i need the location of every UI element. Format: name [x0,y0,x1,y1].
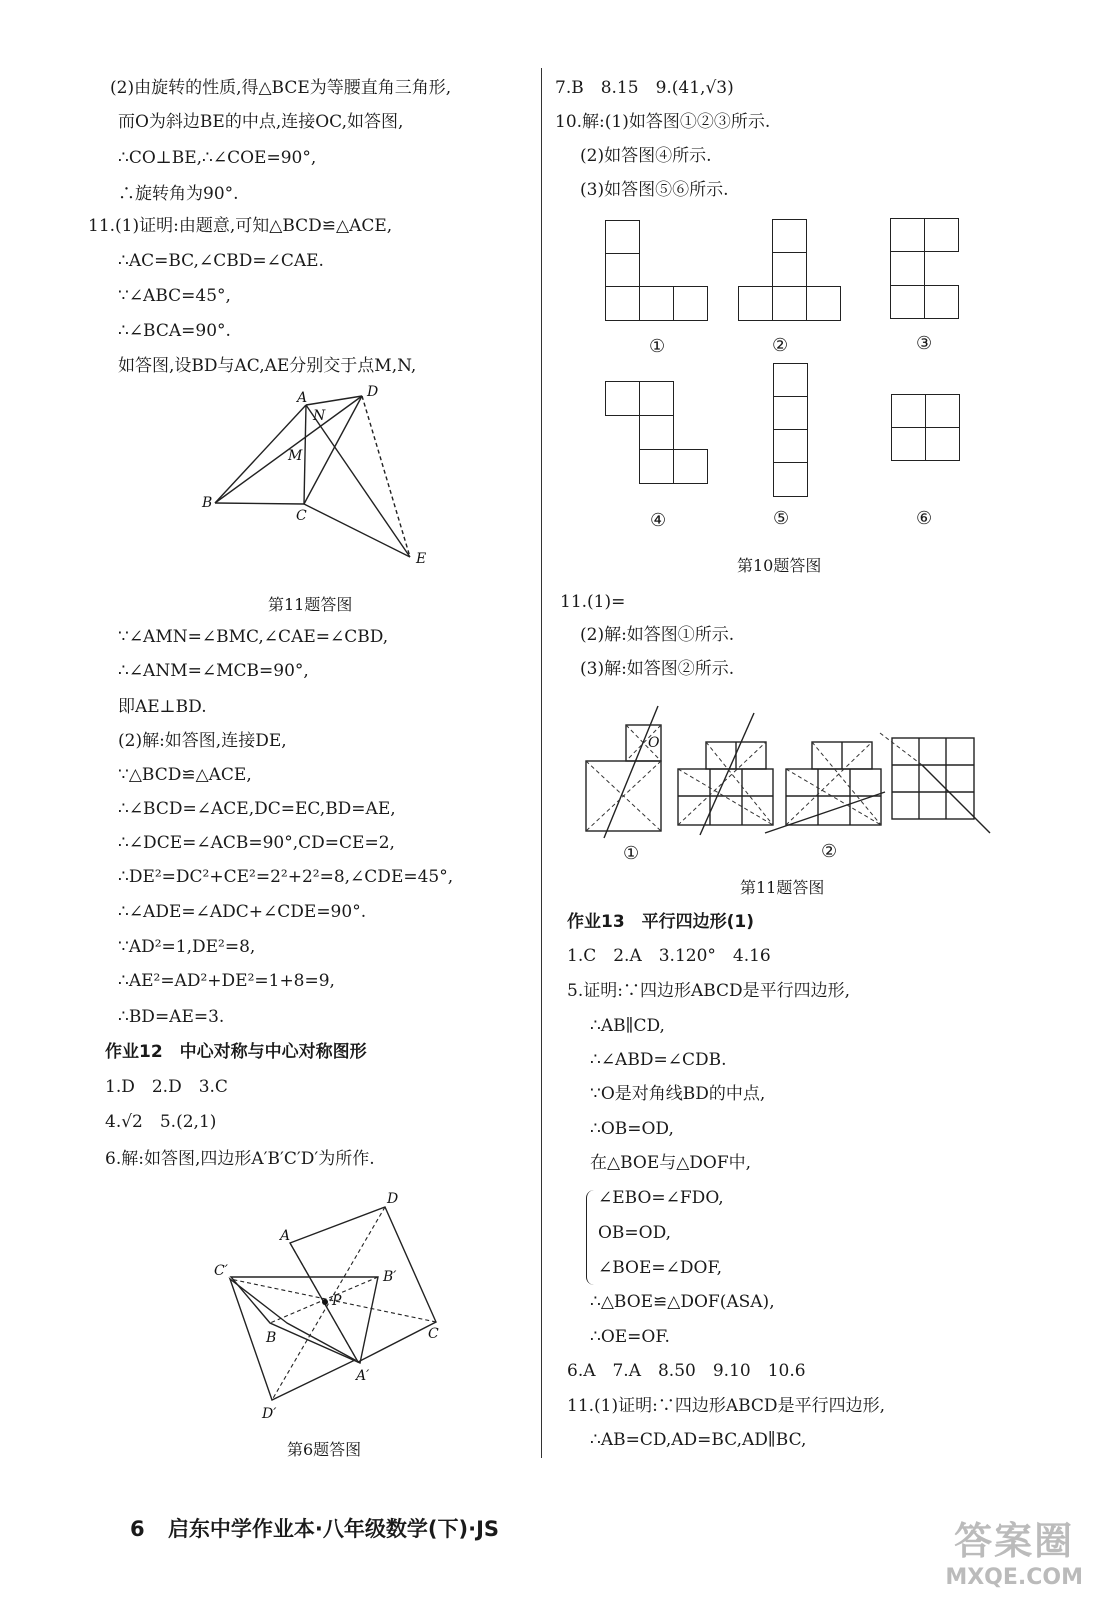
text-line: ∴∠BCD=∠ACE,DC=EC,BD=AE, [118,799,396,819]
label-O: O [648,735,660,751]
text-line: ∵O是对角线BD的中点, [590,1084,766,1104]
system-line: ∠BOE=∠DOF, [598,1258,723,1278]
figure-number: ⑥ [916,508,933,529]
figure-number: ② [821,841,838,862]
figure-caption: 第6题答图 [287,1440,362,1459]
text-line: ∵∠AMN=∠BMC,∠CAE=∠CBD, [118,627,389,647]
text-line: 即AE⊥BD. [118,697,207,717]
text-line: ∵∠ABC=45°, [118,286,231,306]
figure-number: ④ [650,510,667,531]
text-line: 10.解:(1)如答图①②③所示. [555,112,771,132]
system-line: OB=OD, [598,1223,672,1243]
text-line: ∴∠ANM=∠MCB=90°, [118,661,309,681]
system-line: ∠EBO=∠FDO, [598,1188,724,1208]
label-E: E [416,551,427,567]
text-line: ∵△BCD≌△ACE, [118,765,252,785]
figure-number: ⑤ [773,508,790,529]
text-line: 如答图,设BD与AC,AE分别交于点M,N, [118,356,417,376]
text-line: ∴AB∥CD, [590,1016,665,1036]
page-number: 6 [130,1517,145,1541]
label-B-prime: B′ [383,1269,397,1285]
label-D: D [367,384,379,400]
figure-6-parallelograms [210,1180,450,1420]
text-line: (2)解:如答图,连接DE, [118,731,287,751]
figure-number: ③ [916,333,933,354]
text-line: 11.(1)证明:由题意,可知△BCD≌△ACE, [88,216,393,236]
text-line: 1.D 2.D 3.C [105,1077,228,1097]
text-line: (2)如答图④所示. [580,146,712,166]
section-heading: 作业12 中心对称与中心对称图形 [105,1042,367,1062]
text-line: ∴△BOE≌△DOF(ASA), [590,1292,775,1312]
text-line: ∴∠ABD=∠CDB. [590,1050,727,1070]
text-line: 5.证明:∵四边形ABCD是平行四边形, [567,981,851,1001]
text-line: 4.√2 5.(2,1) [105,1112,217,1132]
label-A: A [297,390,308,406]
text-line: ∴旋转角为90°. [118,184,239,204]
watermark-url: MXQE.COM [945,1565,1083,1590]
text-line: ∴BD=AE=3. [118,1007,225,1027]
text-line: (2)由旋转的性质,得△BCE为等腰直角三角形, [110,78,452,98]
text-line: (2)解:如答图①所示. [580,625,735,645]
label-M: M [288,448,303,464]
text-line: ∴AB=CD,AD=BC,AD∥BC, [590,1430,807,1450]
figure-number: ① [649,336,666,357]
page-footer [130,1513,499,1543]
label-P: P [332,1293,342,1309]
text-line: 而O为斜边BE的中点,连接OC,如答图, [118,112,404,132]
text-line: 6.解:如答图,四边形A′B′C′D′为所作. [105,1149,375,1169]
text-line: ∴CO⊥BE,∴∠COE=90°, [118,148,317,168]
label-A-prime: A′ [356,1368,370,1384]
text-line: ∴AE²=AD²+DE²=1+8=9, [118,971,335,991]
label-C: C [428,1326,439,1342]
figure-11-symmetry [580,695,1000,865]
text-line: 11.(1)= [560,592,626,612]
text-line: 在△BOE与△DOF中, [590,1153,752,1173]
figure-caption: 第11题答图 [740,878,825,897]
section-heading: 作业13 平行四边形(1) [567,912,755,932]
text-line: (3)如答图⑤⑥所示. [580,180,729,200]
text-line: ∴DE²=DC²+CE²=2²+2²=8,∠CDE=45°, [118,867,454,887]
text-line: ∴AC=BC,∠CBD=∠CAE. [118,251,324,271]
watermark [945,1510,1083,1590]
figure-caption: 第10题答图 [737,556,822,575]
text-line: ∴∠DCE=∠ACB=90°,CD=CE=2, [118,833,395,853]
label-A: A [280,1228,291,1244]
text-line: ∵AD²=1,DE²=8, [118,937,256,957]
figure-number: ① [623,843,640,864]
text-line: 7.B 8.15 9.(41,√3) [555,78,734,98]
label-B: B [266,1330,277,1346]
label-D-prime: D′ [262,1406,277,1422]
text-line: (3)解:如答图②所示. [580,659,735,679]
equation-brace [586,1190,597,1285]
label-C-prime: C′ [214,1263,228,1279]
column-divider [541,68,542,1458]
text-line: ∴OB=OD, [590,1119,674,1139]
figure-11-triangles [195,380,445,580]
label-B: B [202,495,213,511]
label-N: N [313,408,326,424]
label-D: D [387,1191,399,1207]
figure-number: ② [772,335,789,356]
text-line: 6.A 7.A 8.50 9.10 10.6 [567,1361,806,1381]
watermark-logo-text: 答案圈 [954,1519,1075,1563]
text-line: ∴∠ADE=∠ADC+∠CDE=90°. [118,902,367,922]
book-title: 启东中学作业本·八年级数学(下)·JS [167,1517,500,1541]
text-line: 1.C 2.A 3.120° 4.16 [567,946,771,966]
text-line: 11.(1)证明:∵四边形ABCD是平行四边形, [567,1396,885,1416]
text-line: ∴∠BCA=90°. [118,321,231,341]
label-C: C [296,508,307,524]
text-line: ∴OE=OF. [590,1327,670,1347]
figure-caption: 第11题答图 [268,595,353,614]
